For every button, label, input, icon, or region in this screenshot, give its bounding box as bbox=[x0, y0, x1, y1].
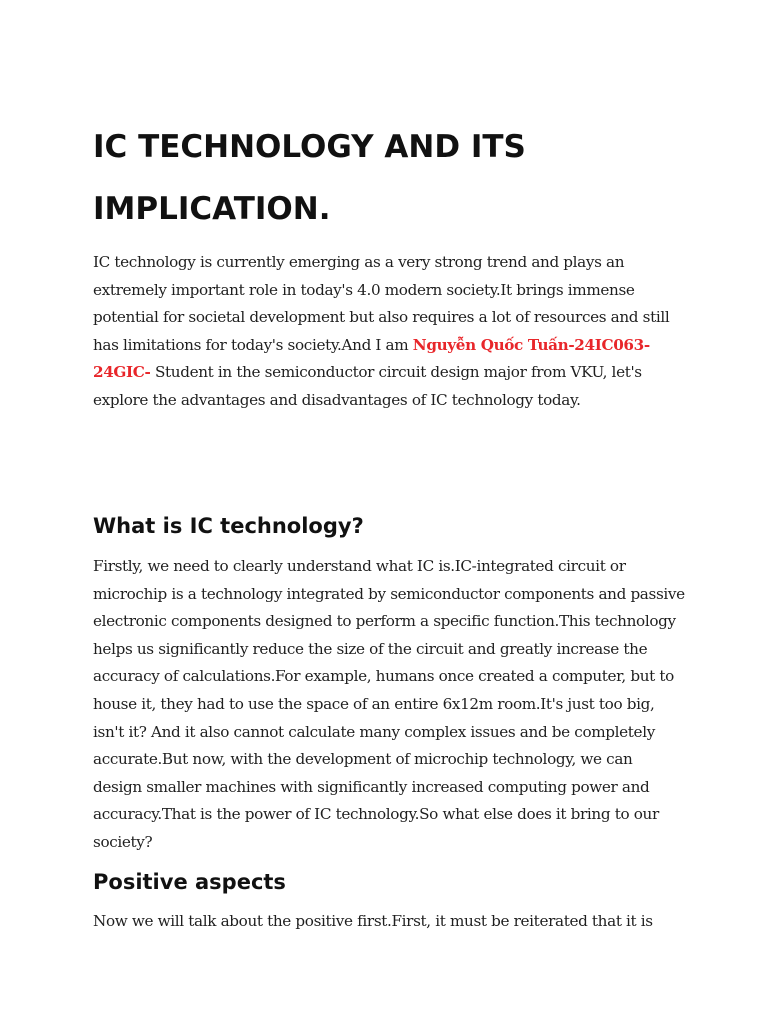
section-heading-positive-aspects: Positive aspects bbox=[93, 870, 286, 894]
section-heading-what-is-ic: What is IC technology? bbox=[93, 514, 364, 538]
intro-text-after: Student in the semiconductor circuit design major from VKU, let's explore the advantages and disadvantages of IC technology today. bbox=[93, 363, 642, 409]
section-body-what-is-ic: Firstly, we need to clearly understand what IC is.IC-integrated circuit or microchip is a technology integrated by semiconductor components and passive electronic components designed to perform a specific function.This technology helps us significantly reduce the size of the circuit and greatly increase the accuracy of calculations.For example, humans once created a computer, but to house it, they had to use the space of an entire 6x12m room.It's just too big, isn't it? And it also cannot calculate many complex issues and be completely accurate.But now, with the development of microchip technology, we can design smaller machines with significantly increased computing power and accuracy.That is the power of IC technology.So what else does it bring to our society? bbox=[93, 557, 685, 851]
intro-text-before: IC technology is currently emerging as a very strong trend and plays an extremely important role in today's 4.0 modern society.It brings immense potential for societal development but also requires a lot of resources and still has limitations for today's society.And I am bbox=[93, 253, 670, 354]
author-name: Nguyễn Quốc Tuấn-24IC063-24GIC- bbox=[93, 335, 650, 382]
intro-paragraph bbox=[93, 249, 685, 415]
section-body-positive-aspects: Now we will talk about the positive first.First, it must be reiterated that it is bbox=[93, 912, 653, 930]
document-title: IC TECHNOLOGY AND ITS IMPLICATION. bbox=[93, 129, 526, 227]
